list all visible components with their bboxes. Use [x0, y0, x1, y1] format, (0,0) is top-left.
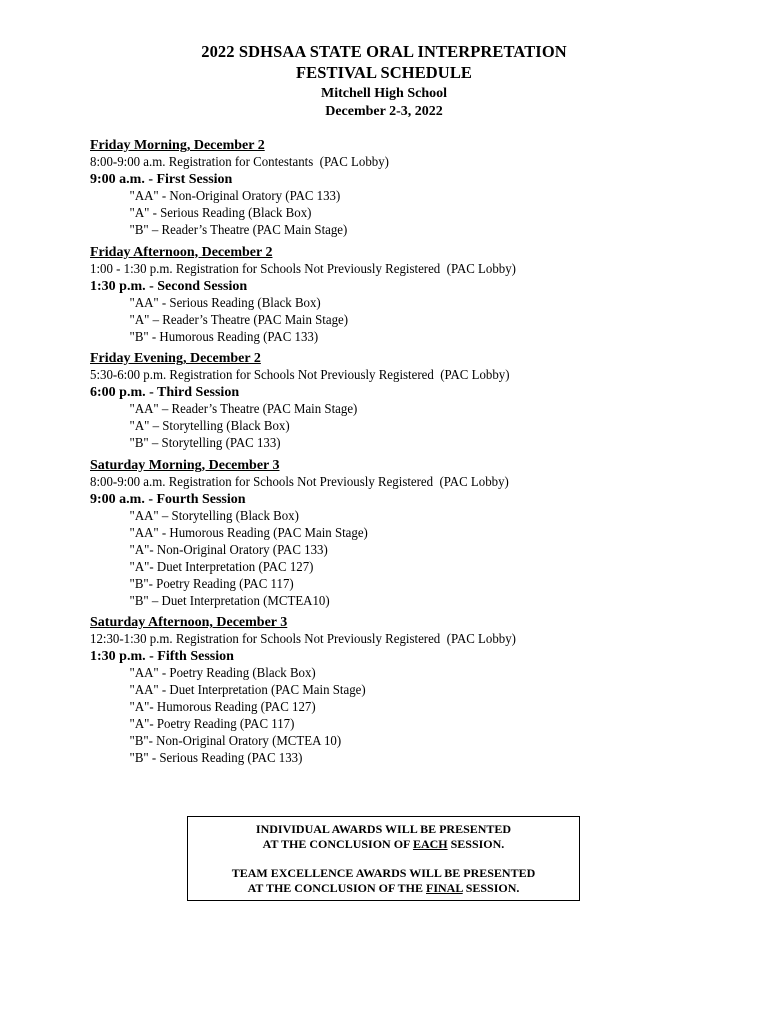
schedule: [90, 137, 710, 772]
awards-line-2: [188, 837, 579, 852]
section-title: Saturday Afternoon, December 3: [90, 615, 288, 630]
session-heading: 1:30 p.m. - Fifth Session: [90, 649, 234, 664]
event-item: "A"- Poetry Reading (PAC 117): [129, 717, 295, 732]
awards-line-4: [188, 881, 579, 896]
event-item: "A"- Duet Interpretation (PAC 127): [129, 559, 314, 575]
registration-line: 5:30-6:00 p.m. Registration for Schools Not Previously Registered (PAC Lobby): [90, 368, 510, 383]
awards-line-3: TEAM EXCELLENCE AWARDS WILL BE PRESENTED: [231, 866, 536, 880]
awards-line-2-post: SESSION.: [447, 837, 505, 851]
schedule-section: [90, 244, 710, 346]
awards-line-1: INDIVIDUAL AWARDS WILL BE PRESENTED: [255, 822, 512, 836]
event-item: "A" - Serious Reading (Black Box): [129, 206, 312, 221]
session-heading: 6:00 p.m. - Third Session: [90, 385, 240, 400]
document-subtitle: [0, 85, 768, 121]
event-item: "A" – Storytelling (Black Box): [129, 419, 290, 434]
document-title: [0, 41, 768, 83]
event-item: "B" – Duet Interpretation (MCTEA10): [129, 593, 330, 609]
awards-line-4-pre: AT THE CONCLUSION OF THE: [247, 881, 426, 895]
event-item: "A"- Non-Original Oratory (PAC 133): [129, 542, 328, 558]
schedule-section: [90, 614, 710, 767]
registration-line: 1:00 - 1:30 p.m. Registration for Schools Not Previously Registered (PAC Lobby): [90, 261, 516, 277]
registration-line: 8:00-9:00 a.m. Registration for Schools Not Previously Registered (PAC Lobby): [90, 474, 509, 490]
event-item: "AA" - Serious Reading (Black Box): [129, 295, 321, 311]
event-item: "B" – Reader’s Theatre (PAC Main Stage): [129, 223, 348, 238]
event-item: "AA" - Humorous Reading (PAC Main Stage): [129, 525, 368, 541]
event-item: "AA" - Duet Interpretation (PAC Main Stage): [129, 683, 366, 698]
event-item: "B" – Storytelling (PAC 133): [129, 436, 281, 451]
section-title: Saturday Morning, December 3: [90, 457, 280, 473]
title-line-2: FESTIVAL SCHEDULE: [295, 63, 473, 82]
awards-line-4-post: SESSION.: [462, 881, 520, 895]
awards-emphasis-each: EACH: [412, 837, 448, 851]
awards-line-2-pre: AT THE CONCLUSION OF: [262, 837, 413, 851]
event-item: "A"- Humorous Reading (PAC 127): [129, 700, 316, 715]
event-item: "B"- Poetry Reading (PAC 117): [129, 576, 294, 592]
schedule-section: [90, 137, 710, 239]
event-item: "A" – Reader’s Theatre (PAC Main Stage): [129, 312, 349, 328]
event-item: "AA" – Storytelling (Black Box): [129, 508, 299, 524]
session-heading: 1:30 p.m. - Second Session: [90, 278, 248, 294]
schedule-section: [90, 350, 710, 452]
awards-emphasis-final: FINAL: [426, 881, 463, 895]
session-heading: 9:00 a.m. - First Session: [90, 172, 233, 187]
event-item: "AA" – Reader’s Theatre (PAC Main Stage): [129, 402, 358, 417]
awards-notice-box: [187, 816, 580, 901]
section-title: Friday Morning, December 2: [90, 138, 265, 153]
session-heading: 9:00 a.m. - Fourth Session: [90, 491, 246, 507]
registration-line: 12:30-1:30 p.m. Registration for Schools Not Previously Registered (PAC Lobby): [90, 632, 516, 647]
title-line-1: 2022 SDHSAA STATE ORAL INTERPRETATION: [201, 42, 567, 61]
section-title: Friday Evening, December 2: [90, 351, 261, 366]
location: Mitchell High School: [321, 86, 447, 101]
event-item: "B"- Non-Original Oratory (MCTEA 10): [129, 734, 342, 749]
event-item: "AA" - Non-Original Oratory (PAC 133): [129, 189, 341, 204]
event-item: "AA" - Poetry Reading (Black Box): [129, 666, 316, 681]
event-dates: December 2-3, 2022: [325, 104, 443, 119]
registration-line: 8:00-9:00 a.m. Registration for Contestants (PAC Lobby): [90, 155, 389, 170]
schedule-section: [90, 457, 710, 610]
section-title: Friday Afternoon, December 2: [90, 244, 273, 260]
event-item: "B" - Humorous Reading (PAC 133): [129, 329, 319, 345]
event-item: "B" - Serious Reading (PAC 133): [129, 751, 303, 766]
